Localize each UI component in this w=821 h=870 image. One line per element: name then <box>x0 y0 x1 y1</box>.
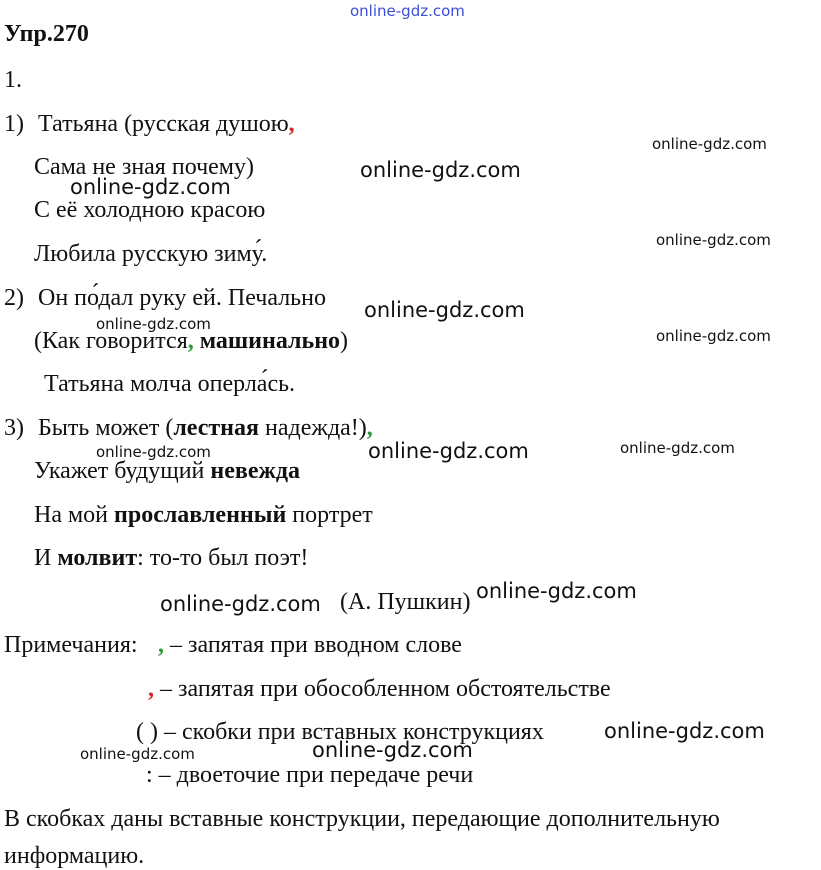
stanza-1-line-2: Сама не зная почему) <box>34 154 254 180</box>
stanza-2-line-3: Татьяна молча оперла́сь. <box>44 371 296 397</box>
watermark: online-gdz.com <box>312 738 473 762</box>
note-colon: : – двоеточие при передаче речи <box>146 762 474 788</box>
stanza-1-line-3: С её холодною красою <box>34 197 266 223</box>
stanza-1-line-4: Любила русскую зиму́. <box>34 241 268 267</box>
watermark: online-gdz.com <box>656 327 771 345</box>
conclusion-line-1: В скобках даны вставные конструкции, передающие дополнительную <box>4 806 720 832</box>
note-brackets: ( ) – скобки при вставных конструкциях <box>136 719 544 745</box>
watermark: online-gdz.com <box>160 592 321 616</box>
stanza-3-line-4: И молвит: то-то был поэт! <box>34 545 309 571</box>
stanza-1-line-1: Татьяна (русская душою, <box>38 111 295 137</box>
watermark: online-gdz.com <box>656 231 771 249</box>
watermark: online-gdz.com <box>360 158 521 182</box>
green-comma-mark: , <box>158 632 164 658</box>
stanza-3-line-3: На мой прославленный портрет <box>34 502 373 528</box>
watermark: online-gdz.com <box>476 579 637 603</box>
green-comma-mark: , <box>366 415 373 441</box>
red-comma-mark: , <box>288 111 295 137</box>
watermark: online-gdz.com <box>80 745 195 763</box>
watermark: online-gdz.com <box>96 315 211 333</box>
stanza-2-number: 2) <box>4 285 24 311</box>
stanza-2-line-1: Он по́дал руку ей. Печально <box>38 285 326 311</box>
stanza-2-line-2: (Как говорится, машинально) <box>34 328 349 354</box>
green-comma-mark: , <box>187 328 194 354</box>
part-number: 1. <box>4 67 22 93</box>
watermark: online-gdz.com <box>350 2 465 20</box>
stanza-3-number: 3) <box>4 415 24 441</box>
watermark: online-gdz.com <box>652 135 767 153</box>
notes-label: Примечания: <box>4 632 138 658</box>
watermark: online-gdz.com <box>604 719 765 743</box>
red-comma-mark: , <box>148 676 154 702</box>
note-introductory-comma: , – запятая при вводном слове <box>158 632 462 658</box>
poem-author: (А. Пушкин) <box>340 589 471 615</box>
watermark: online-gdz.com <box>368 439 529 463</box>
conclusion-line-2: информацию. <box>4 843 145 869</box>
stanza-1-number: 1) <box>4 111 24 137</box>
stanza-3-line-2: Укажет будущий невежда <box>34 458 301 484</box>
watermark: online-gdz.com <box>70 175 231 199</box>
exercise-title: Упр.270 <box>4 21 89 47</box>
watermark: online-gdz.com <box>620 439 735 457</box>
watermark: online-gdz.com <box>96 443 211 461</box>
note-circumstance-comma: , – запятая при обособленном обстоятельстве <box>148 676 611 702</box>
stanza-3-line-1: Быть может (лестная надежда!), <box>38 415 373 441</box>
watermark: online-gdz.com <box>364 298 525 322</box>
